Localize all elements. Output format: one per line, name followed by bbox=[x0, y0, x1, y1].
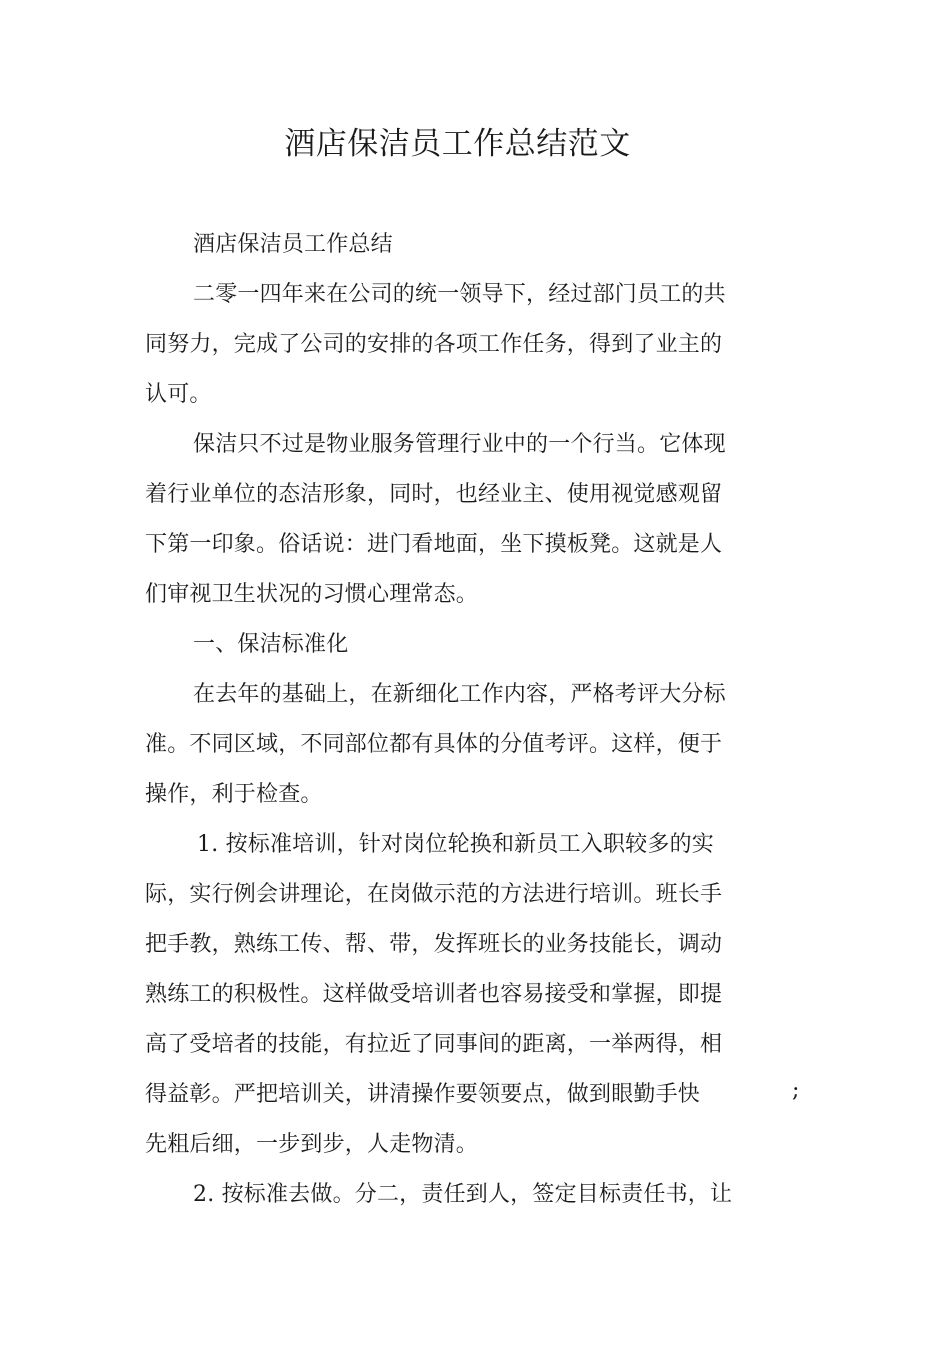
paragraph-line: 际，实行例会讲理论，在岗做示范的方法进行培训。班长手 bbox=[145, 882, 723, 907]
paragraph-line: 认可。 bbox=[145, 382, 212, 407]
paragraph-line: 保洁只不过是物业服务管理行业中的一个行当。它体现 bbox=[193, 432, 726, 457]
paragraph-line: 熟练工的积极性。这样做受培训者也容易接受和掌握，即提 bbox=[145, 982, 723, 1007]
paragraph-line: 同努力，完成了公司的安排的各项工作任务，得到了业主的 bbox=[145, 332, 723, 357]
paragraph-line: 二零一四年来在公司的统一领导下，经过部门员工的共 bbox=[193, 282, 726, 307]
numbered-item-line: 1. 按标准培训，针对岗位轮换和新员工入职较多的实 bbox=[197, 832, 714, 857]
section-heading: 酒店保洁员工作总结 bbox=[193, 232, 393, 257]
paragraph-line: 先粗后细，一步到步，人走物清。 bbox=[145, 1132, 479, 1157]
paragraph-line: 操作，利于检查。 bbox=[145, 782, 323, 807]
paragraph-line: 准。不同区域，不同部位都有具体的分值考评。这样，便于 bbox=[145, 732, 723, 757]
paragraph-line: 高了受培者的技能，有拉近了同事间的距离，一举两得，相 bbox=[145, 1032, 723, 1057]
paragraph-line: 把手教，熟练工传、帮、带，发挥班长的业务技能长，调动 bbox=[145, 932, 723, 957]
document-title: 酒店保洁员工作总结范文 bbox=[284, 126, 631, 162]
paragraph-line: 着行业单位的态洁形象，同时，也经业主、使用视觉感观留 bbox=[145, 482, 723, 507]
paragraph-line: 下第一印象。俗话说：进门看地面，坐下摸板凳。这就是人 bbox=[145, 532, 723, 557]
section-heading: 一、保洁标准化 bbox=[193, 632, 349, 657]
stray-semicolon: ; bbox=[792, 1078, 800, 1103]
paragraph-line: 得益彰。严把培训关，讲清操作要领要点，做到眼勤手快 bbox=[145, 1082, 701, 1107]
paragraph-line: 们审视卫生状况的习惯心理常态。 bbox=[145, 582, 479, 607]
paragraph-line: 在去年的基础上，在新细化工作内容，严格考评大分标 bbox=[193, 682, 726, 707]
numbered-item-line: 2. 按标准去做。分二，责任到人，签定目标责任书，让 bbox=[193, 1182, 733, 1207]
document-body bbox=[145, 220, 745, 1220]
